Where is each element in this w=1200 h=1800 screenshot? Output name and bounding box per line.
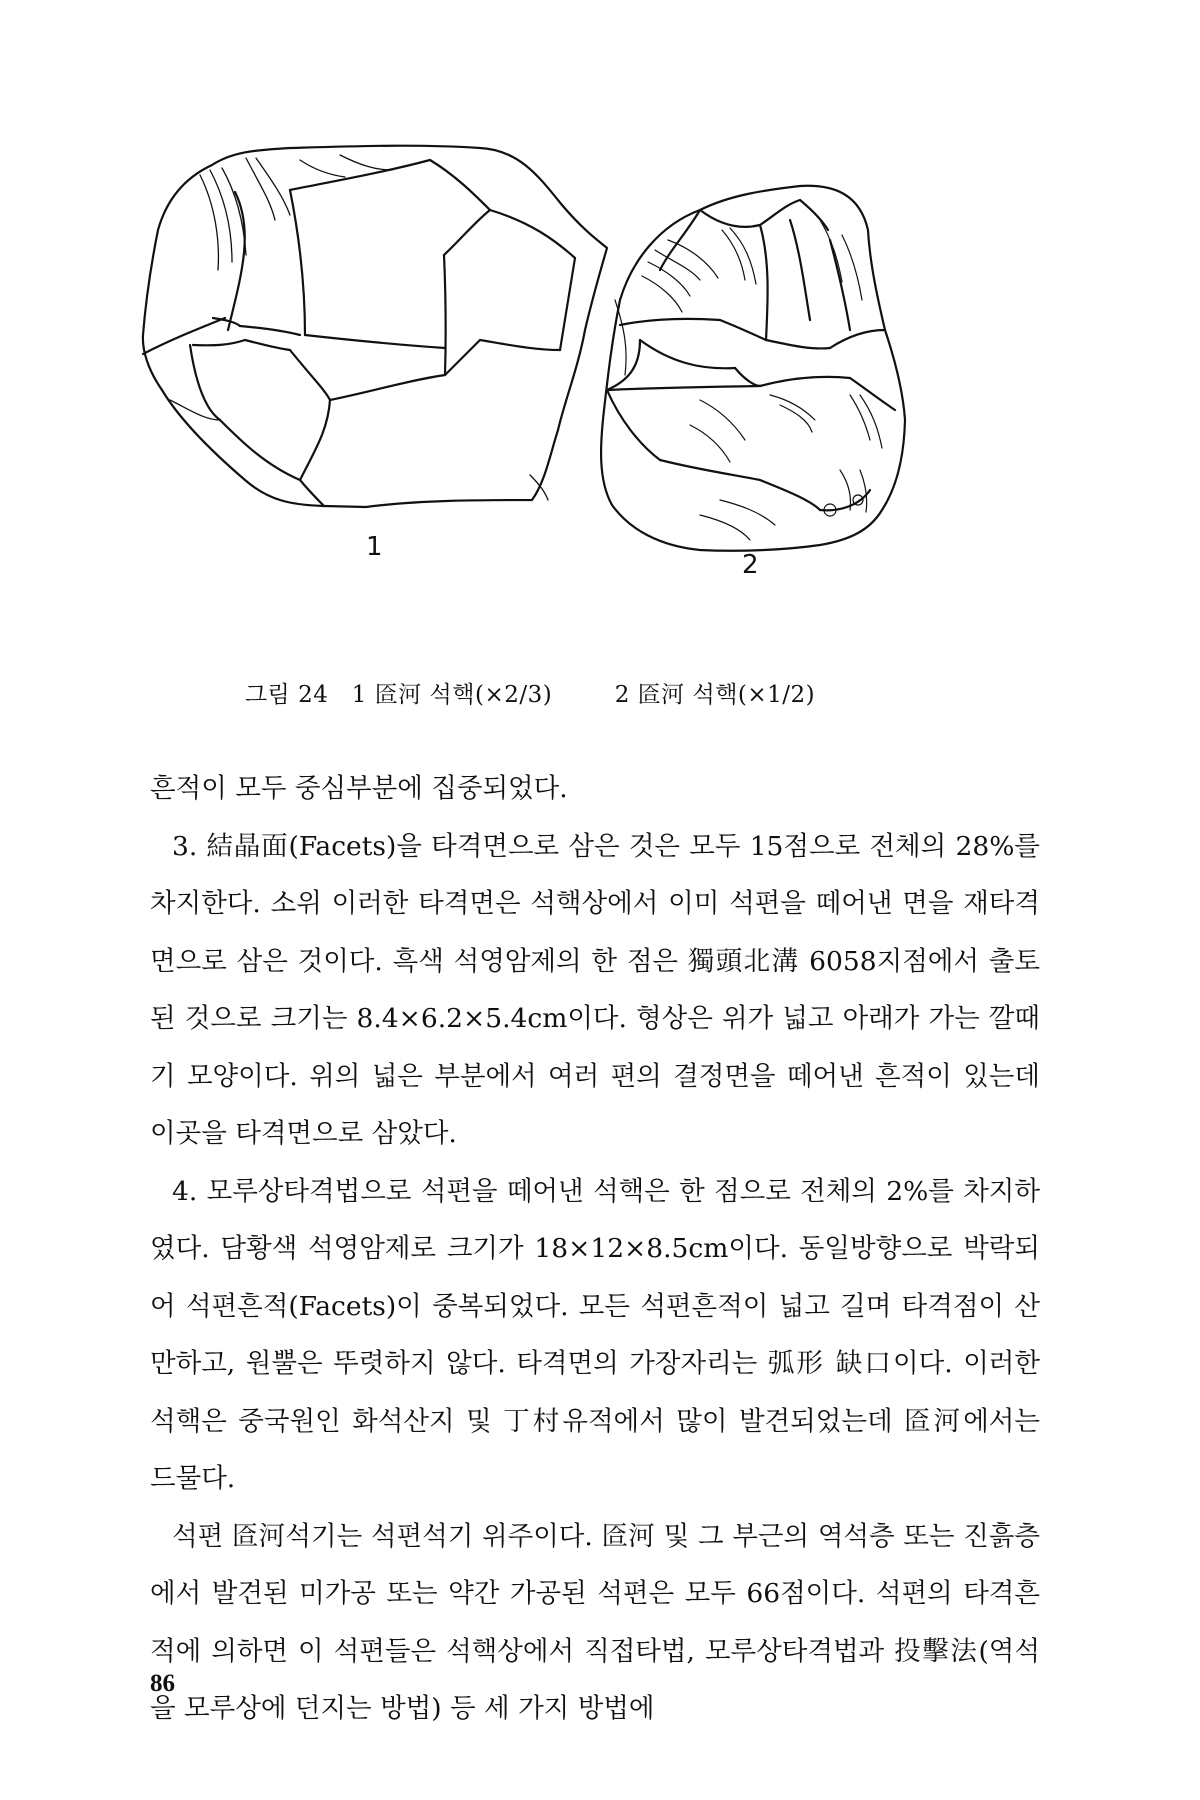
figure-caption: [0, 676, 1060, 709]
paragraph-anvil-technique: 4. 모루상타격법으로 석편을 떼어낸 석핵은 한 점으로 전체의 2%를 차지하였다. 담황색 석영암제로 크기가 18×12×8.5cm이다. 동일방향으로 박락되어 석편흔적(Facets)이 중복되었다. 모든 석편흔적이 넓고 길며 타격점이 산만하고, 원뿔은 뚜렷하지 않다. 타격면의 가장자리는 弧形 缺口이다. 이러한 석핵은 중국원인 화석산지 및 丁村유적에서 많이 발견되었는데 匼河에서는 드물다.: [150, 1175, 1040, 1494]
paragraph-continuation: 흔적이 모두 중심부분에 집중되었다.: [150, 773, 568, 804]
figure-label-2: 2: [742, 550, 759, 580]
caption-item-1: 1 匼河 석핵(×2/3): [351, 682, 553, 708]
stone-core-1-drawing: [143, 146, 607, 507]
stone-core-2-drawing: [601, 186, 905, 551]
figure-label-1: 1: [366, 532, 383, 562]
page-number: 86: [150, 1670, 175, 1697]
caption-figure-label: 그림 24: [244, 682, 329, 708]
stone-core-drawings: [0, 0, 1200, 670]
caption-item-2: 2 匼河 석핵(×1/2): [614, 682, 816, 708]
paragraph-facets: 3. 結晶面(Facets)을 타격면으로 삼은 것은 모두 15점으로 전체의 28%를 차지한다. 소위 이러한 타격면은 석핵상에서 이미 석편을 떼어낸 면을 재타격면으로 삼은 것이다. 흑색 석영암제의 한 점은 獨頭北溝 6058지점에서 출토된 것으로 크기는 8.4×6.2×5.4cm이다. 형상은 위가 넓고 아래가 가는 깔때기 모양이다. 위의 넓은 부분에서 여러 편의 결정면을 떼어낸 흔적이 있는데 이곳을 타격면으로 삼았다.: [150, 830, 1040, 1149]
body-text: [150, 760, 1040, 1738]
paragraph-flakes: 석편 匼河석기는 석편석기 위주이다. 匼河 및 그 부근의 역석층 또는 진흙층에서 발견된 미가공 또는 약간 가공된 석편은 모두 66점이다. 석편의 타격흔적에 의하면 이 석편들은 석핵상에서 직접타법, 모루상타격법과 投擊法(역석을 모루상에 던지는 방법) 등 세 가지 방법에: [150, 1520, 1040, 1724]
figure-area: [0, 0, 1200, 760]
